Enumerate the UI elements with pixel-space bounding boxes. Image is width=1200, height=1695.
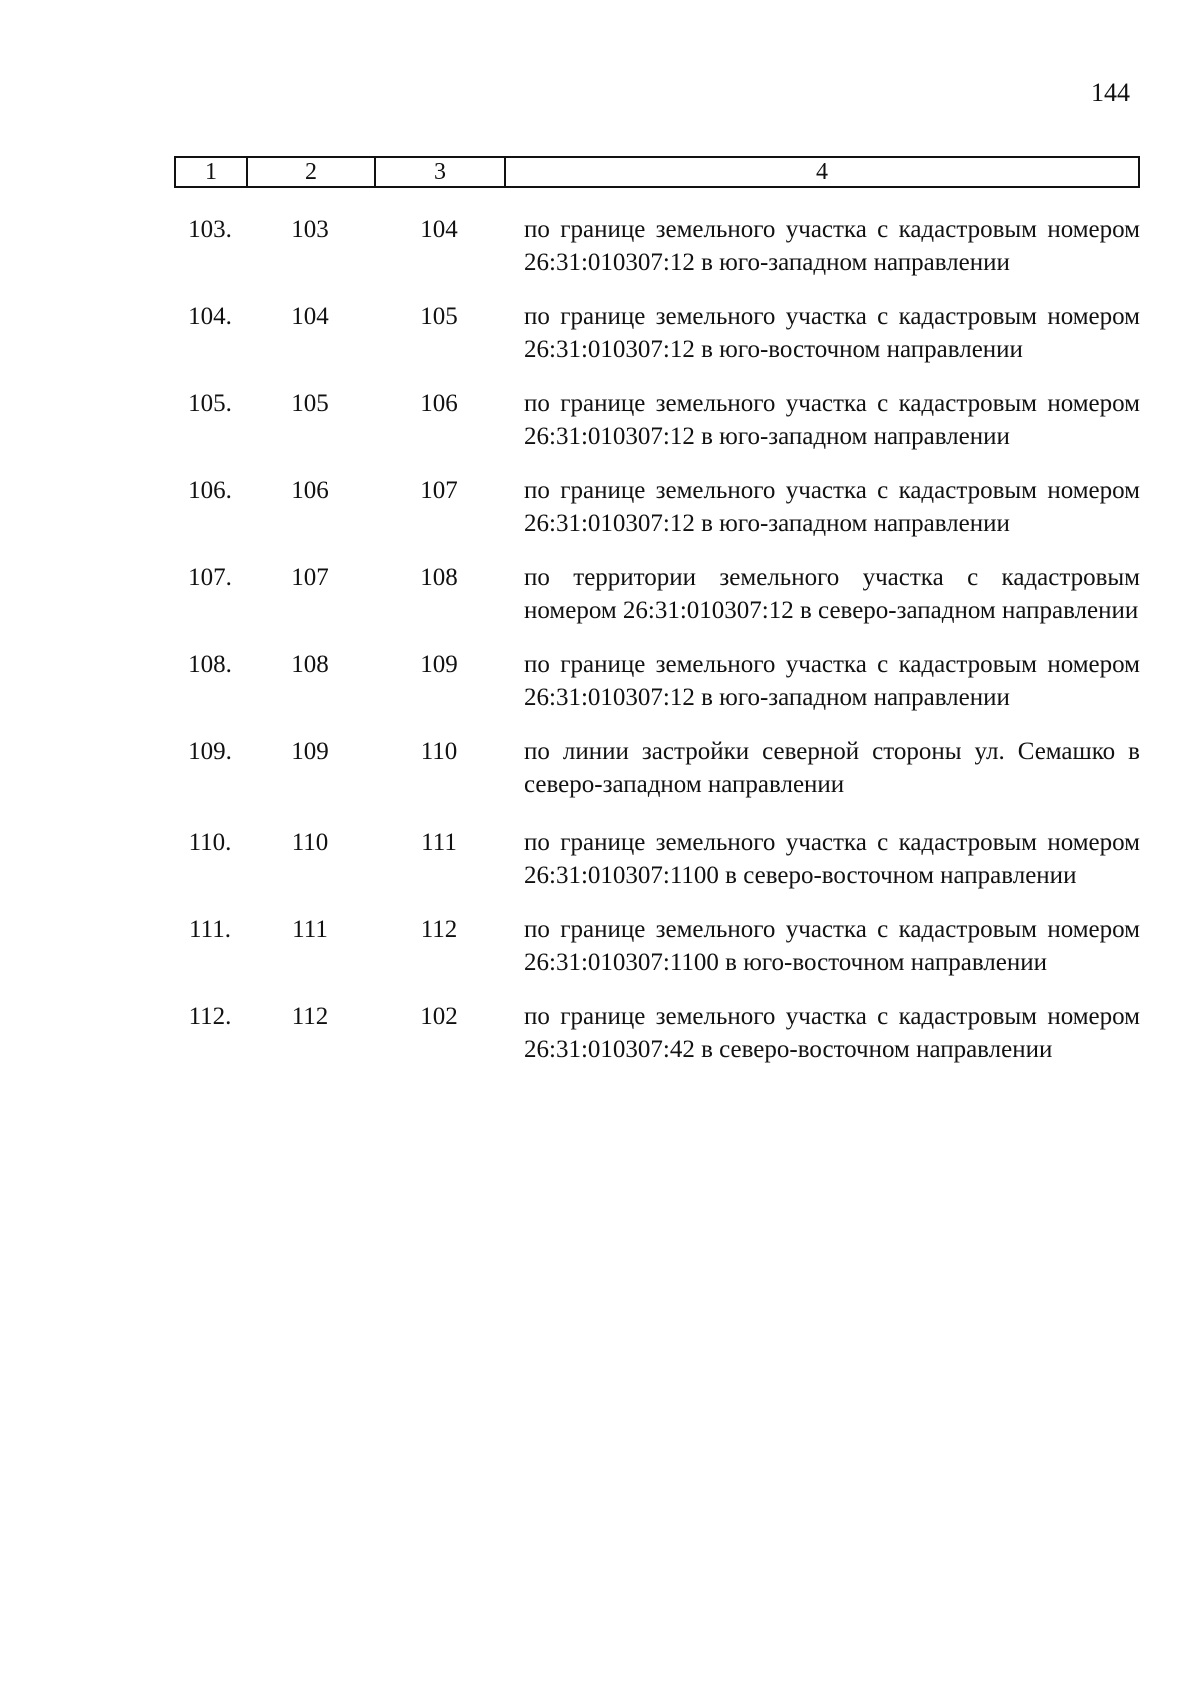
to-point: 106 [420,390,458,417]
row-number: 108. [188,651,232,678]
row-number: 112. [188,1003,232,1030]
from-point: 112 [291,1003,329,1030]
table-row [174,475,1140,540]
from-point: 106 [291,477,329,504]
boundary-description: по линии застройки северной стороны ул. Семашко в северо-западном направлении [524,738,1140,798]
to-point: 110 [420,738,458,765]
header-cell-2: 2 [248,158,376,186]
row-number: 110. [188,829,232,856]
boundary-description: по границе земельного участка с кадастровым номером 26:31:010307:12 в юго-западном направлении [524,216,1140,276]
boundary-description: по границе земельного участка с кадастровым номером 26:31:010307:12 в юго-западном направлении [524,651,1140,711]
from-point: 107 [291,564,329,591]
to-point: 102 [420,1003,458,1030]
table-row [174,388,1140,453]
table-row [174,214,1140,279]
to-point: 108 [420,564,458,591]
row-number: 104. [188,303,232,330]
row-number: 107. [188,564,232,591]
table-row [174,301,1140,366]
from-point: 103 [291,216,329,243]
header-cell-1: 1 [176,158,248,186]
from-point: 111 [292,916,328,943]
from-point: 104 [291,303,329,330]
boundary-description: по границе земельного участка с кадастровым номером 26:31:010307:12 в юго-западном направлении [524,390,1140,450]
table-header [174,156,1140,188]
to-point: 105 [420,303,458,330]
boundary-description: по границе земельного участка с кадастровым номером 26:31:010307:12 в юго-восточном направлении [524,303,1140,363]
from-point: 108 [291,651,329,678]
from-point: 105 [291,390,329,417]
row-number: 109. [188,738,232,765]
header-cell-3: 3 [376,158,506,186]
header-cell-4: 4 [816,158,828,185]
table-row [174,649,1140,714]
row-number: 111. [189,916,231,943]
to-point: 109 [420,651,458,678]
to-point: 104 [420,216,458,243]
page-number: 144 [1091,78,1130,107]
boundary-description: по границе земельного участка с кадастровым номером 26:31:010307:1100 в северо-восточном направлении [524,829,1140,889]
table-row [174,1001,1140,1066]
to-point: 112 [420,916,458,943]
from-point: 110 [291,829,329,856]
table-row [174,736,1140,801]
from-point: 109 [291,738,329,765]
table-row [174,914,1140,979]
to-point: 107 [420,477,458,504]
boundary-description: по границе земельного участка с кадастровым номером 26:31:010307:42 в северо-восточном направлении [524,1003,1140,1063]
row-number: 105. [188,390,232,417]
table-row [174,562,1140,627]
boundary-description: по границе земельного участка с кадастровым номером 26:31:010307:1100 в юго-восточном направлении [524,916,1140,976]
table-body [174,214,1140,1088]
boundary-description: по границе земельного участка с кадастровым номером 26:31:010307:12 в юго-западном направлении [524,477,1140,537]
boundary-description: по территории земельного участка с кадастровым номером 26:31:010307:12 в северо-западном направлении [524,564,1140,624]
row-number: 106. [188,477,232,504]
table-row [174,827,1140,892]
row-number: 103. [188,216,232,243]
to-point: 111 [421,829,457,856]
